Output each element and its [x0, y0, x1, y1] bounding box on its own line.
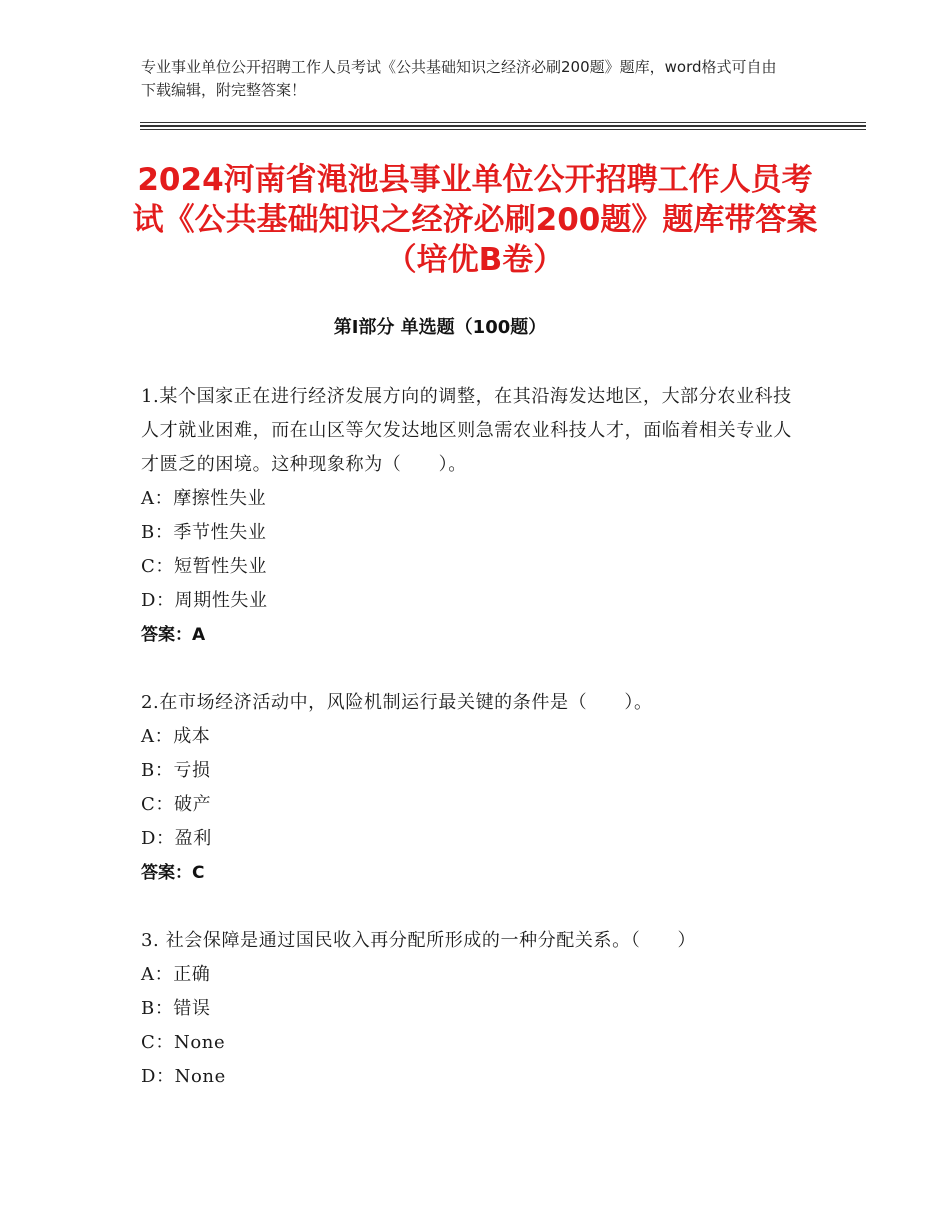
- header-divider-bottom: [140, 129, 866, 130]
- section-heading: 第Ⅰ部分 单选题（100题）: [333, 317, 547, 338]
- option-c: C：None: [141, 1032, 226, 1053]
- option-c: C：短暂性失业: [141, 556, 267, 577]
- question-3: [141, 924, 801, 1094]
- header-note: 专业事业单位公开招聘工作人员考试《公共基础知识之经济必刷200题》题库，word格式可自由下载编辑，附完整答案！: [141, 58, 777, 99]
- option-d: D：盈利: [141, 828, 212, 849]
- answer-label: 答案：C: [141, 863, 205, 883]
- header-divider-middle: [140, 125, 866, 127]
- option-a: A：摩擦性失业: [141, 488, 267, 509]
- question-1: [141, 380, 801, 652]
- question-spacer: [141, 890, 801, 924]
- option-a: A：正确: [141, 964, 211, 985]
- question-stem: 3. 社会保障是通过国民收入再分配所形成的一种分配关系。（ ）: [141, 930, 697, 951]
- option-b: B：错误: [141, 998, 211, 1019]
- option-d: D：周期性失业: [141, 590, 268, 611]
- header-divider-top: [140, 122, 866, 123]
- option-c: C：破产: [141, 794, 212, 815]
- question-list: [141, 380, 801, 1094]
- question-spacer: [141, 652, 801, 686]
- question-stem: 2.在市场经济活动中，风险机制运行最关键的条件是（ ）。: [141, 692, 653, 713]
- answer-label: 答案：A: [141, 625, 206, 645]
- option-b: B：亏损: [141, 760, 211, 781]
- option-a: A：成本: [141, 726, 211, 747]
- question-2: [141, 686, 801, 890]
- option-b: B：季节性失业: [141, 522, 267, 543]
- question-stem: 1.某个国家正在进行经济发展方向的调整，在其沿海发达地区，大部分农业科技人才就业困难，而在山区等欠发达地区则急需农业科技人才，面临着相关专业人才匮乏的困境。这种现象称为（ ）。: [141, 386, 792, 475]
- document-title: 2024河南省渑池县事业单位公开招聘工作人员考试《公共基础知识之经济必刷200题》题库带答案（培优B卷）: [132, 162, 818, 278]
- option-d: D：None: [141, 1066, 226, 1087]
